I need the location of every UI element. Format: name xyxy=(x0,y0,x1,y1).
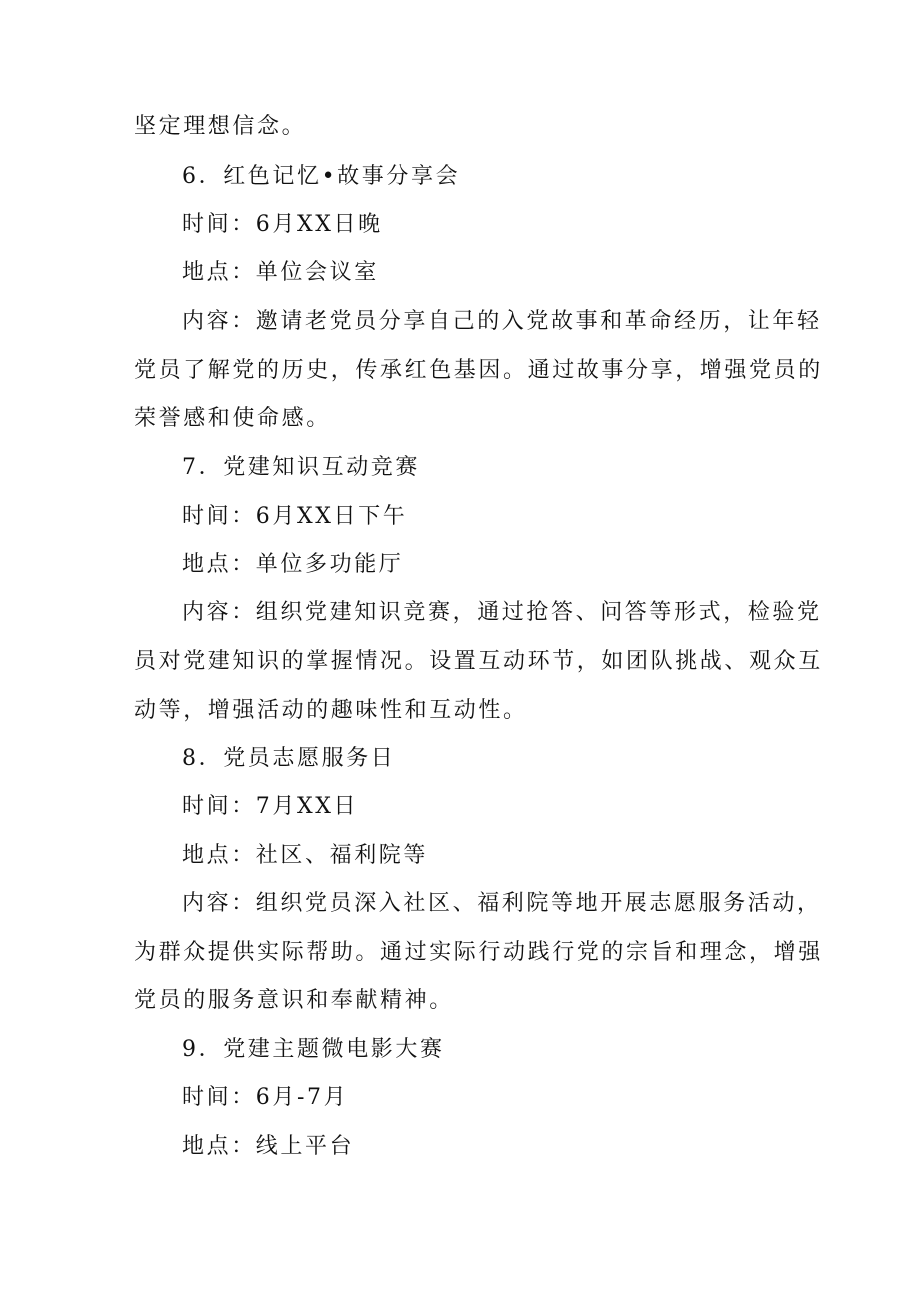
section-heading-9: 9．党建主题微电影大赛 xyxy=(182,1037,445,1062)
paragraph-continuation: 坚定理想信念。 xyxy=(134,114,307,139)
section-heading-6: 6．红色记忆•故事分享会 xyxy=(182,164,461,189)
place-line-8: 地点：社区、福利院等 xyxy=(182,843,429,868)
content-line-6-2: 党员了解党的历史，传承红色基因。通过故事分享，增强党员的 xyxy=(134,358,823,383)
place-line-6: 地点：单位会议室 xyxy=(182,260,379,285)
time-line-9: 时间：6月-7月 xyxy=(182,1085,349,1110)
content-line-8-1: 内容：组织党员深入社区、福利院等地开展志愿服务活动， xyxy=(182,891,822,916)
content-line-6-1: 内容：邀请老党员分享自己的入党故事和革命经历，让年轻 xyxy=(182,309,822,334)
place-line-9: 地点：线上平台 xyxy=(182,1134,355,1159)
section-heading-7: 7．党建知识互动竞赛 xyxy=(182,455,420,480)
content-line-6-3: 荣誉感和使命感。 xyxy=(134,406,331,431)
section-heading-8: 8．党员志愿服务日 xyxy=(182,746,396,771)
content-line-7-1: 内容：组织党建知识竞赛，通过抢答、问答等形式，检验党 xyxy=(182,600,822,625)
content-line-7-2: 员对党建知识的掌握情况。设置互动环节，如团队挑战、观众互 xyxy=(134,649,823,674)
content-line-8-3: 党员的服务意识和奉献精神。 xyxy=(134,988,454,1013)
content-line-7-3: 动等，增强活动的趣味性和互动性。 xyxy=(134,698,528,723)
place-line-7: 地点：单位多功能厅 xyxy=(182,552,404,577)
time-line-6: 时间：6月XX日晚 xyxy=(182,212,383,237)
time-line-7: 时间：6月XX日下午 xyxy=(182,504,408,529)
time-line-8: 时间：7月XX日 xyxy=(182,794,359,819)
content-line-8-2: 为群众提供实际帮助。通过实际行动践行党的宗旨和理念，增强 xyxy=(134,940,823,965)
